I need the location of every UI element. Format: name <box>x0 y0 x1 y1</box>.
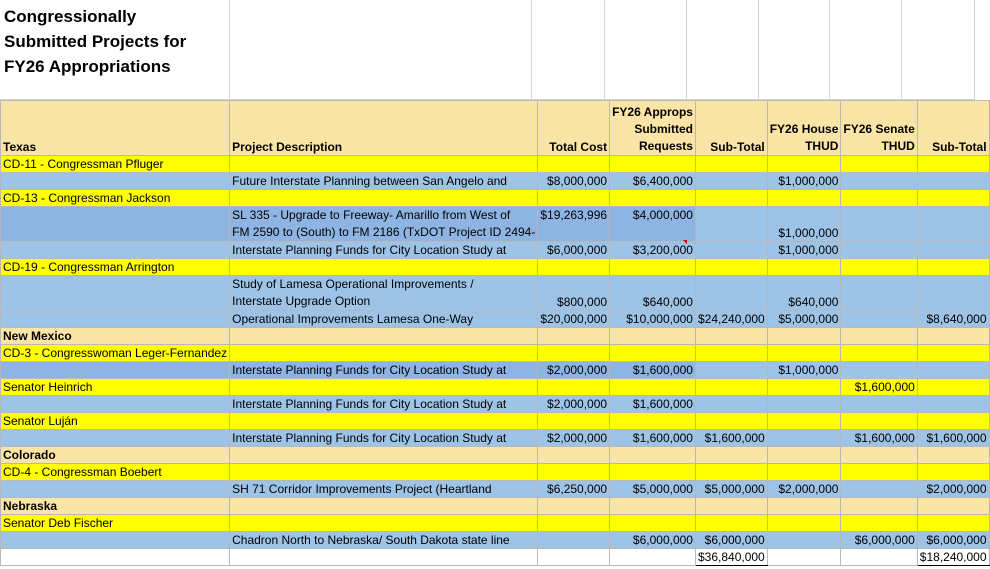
member-row <box>1 515 990 532</box>
header-senate-line-2: THUD <box>881 139 915 153</box>
project-row <box>1 362 990 379</box>
blank-cell[interactable] <box>830 0 902 100</box>
cell-sub-total[interactable] <box>695 396 767 413</box>
cell-total-cost[interactable] <box>538 447 610 464</box>
project-row <box>1 207 990 242</box>
cell-fy26-request[interactable]: $6,000,000 <box>610 532 696 549</box>
header-sub-total-2[interactable]: Sub-Total <box>917 101 989 156</box>
cell-senate-thud[interactable] <box>841 498 917 515</box>
title-line-2: Submitted Projects for <box>4 32 187 51</box>
cell-house-thud[interactable] <box>767 532 841 549</box>
cell-sub-total[interactable] <box>695 498 767 515</box>
cell-senate-thud[interactable] <box>841 464 917 481</box>
cell-project-description[interactable]: Operational Improvements Lamesa One-Way <box>230 311 538 328</box>
cell-sub-total[interactable] <box>695 345 767 362</box>
cell-senate-thud[interactable] <box>841 173 917 190</box>
cell-sub-total[interactable] <box>695 413 767 430</box>
title-line-3: FY26 Appropriations <box>4 57 171 76</box>
cell-project-description[interactable] <box>230 259 538 276</box>
header-sub-total[interactable]: Sub-Total <box>695 101 767 156</box>
cell-total-cost[interactable]: $2,000,000 <box>538 430 610 447</box>
header-fy26-line-1: FY26 Approps <box>612 105 693 119</box>
cell-project-description[interactable]: Interstate Planning Funds for City Location Study at <box>230 362 538 379</box>
blank-cell[interactable] <box>605 0 687 100</box>
project-row <box>1 396 990 413</box>
cell-senate-thud[interactable] <box>841 481 917 498</box>
cell-fy26-request[interactable] <box>610 413 696 430</box>
header-senate-line-1: FY26 Senate <box>843 122 915 136</box>
project-row <box>1 242 990 259</box>
cell-sub-total[interactable]: $6,000,000 <box>695 532 767 549</box>
cell-project-description[interactable] <box>230 156 538 173</box>
blank-cell[interactable] <box>759 0 830 100</box>
header-fy26-line-3: Requests <box>638 139 693 153</box>
member-row <box>1 413 990 430</box>
cell-total-cost[interactable] <box>538 549 610 566</box>
cell-sub-total[interactable] <box>695 276 767 311</box>
cell-state-or-member[interactable]: Senator Heinrich <box>1 379 230 396</box>
cell-project-description[interactable]: Interstate Planning Funds for City Location Study at <box>230 396 538 413</box>
cell-senate-thud[interactable] <box>841 156 917 173</box>
cell-senate-thud[interactable] <box>841 207 917 242</box>
cell-house-thud[interactable] <box>767 328 841 345</box>
projects-table <box>0 100 990 566</box>
cell-sub-total-2[interactable] <box>917 259 989 276</box>
cell-senate-thud[interactable] <box>841 362 917 379</box>
header-state[interactable]: Texas <box>1 101 230 156</box>
cell-project-description[interactable] <box>230 464 538 481</box>
header-fy26-approps[interactable] <box>610 101 696 156</box>
cell-sub-total-2[interactable] <box>917 362 989 379</box>
cell-total-cost[interactable]: $800,000 <box>538 276 610 311</box>
cell-sub-total[interactable]: $1,600,000 <box>695 430 767 447</box>
cell-total-cost[interactable] <box>538 413 610 430</box>
header-house-line-2: THUD <box>805 139 839 153</box>
cell-state-or-member[interactable] <box>1 207 230 242</box>
cell-state-or-member[interactable]: Colorado <box>1 447 230 464</box>
cell-total-cost[interactable]: $6,250,000 <box>538 481 610 498</box>
project-row <box>1 276 990 311</box>
cell-sub-total[interactable] <box>695 464 767 481</box>
cell-total-cost[interactable] <box>538 328 610 345</box>
member-row <box>1 259 990 276</box>
cell-senate-thud[interactable] <box>841 515 917 532</box>
cell-fy26-request[interactable]: $4,000,000 <box>610 207 696 242</box>
cell-house-thud[interactable] <box>767 413 841 430</box>
cell-sub-total[interactable] <box>695 259 767 276</box>
cell-state-or-member[interactable] <box>1 430 230 447</box>
cell-sub-total[interactable] <box>695 328 767 345</box>
cell-sub-total-2[interactable] <box>917 207 989 242</box>
cell-state-or-member[interactable]: CD-3 - Congresswoman Leger-Fernandez <box>1 345 230 362</box>
cell-sub-total-2[interactable] <box>917 276 989 311</box>
cell-house-thud[interactable]: $1,000,000 <box>767 242 841 259</box>
cell-state-or-member[interactable]: CD-13 - Congressman Jackson <box>1 190 230 207</box>
member-row <box>1 464 990 481</box>
blank-cell[interactable] <box>687 0 759 100</box>
member-row <box>1 190 990 207</box>
cell-fy26-request[interactable] <box>610 447 696 464</box>
cell-fy26-request[interactable] <box>610 156 696 173</box>
cell-house-thud[interactable] <box>767 259 841 276</box>
header-row <box>1 101 990 156</box>
cell-state-or-member[interactable]: Senator Luján <box>1 413 230 430</box>
cell-state-or-member[interactable] <box>1 173 230 190</box>
cell-sub-total[interactable] <box>695 515 767 532</box>
cell-total-cost[interactable]: $20,000,000 <box>538 311 610 328</box>
cell-total-cost[interactable] <box>538 190 610 207</box>
cell-fy26-request[interactable] <box>610 498 696 515</box>
cell-fy26-request[interactable]: $1,600,000 <box>610 362 696 379</box>
cell-total-cost[interactable]: $6,000,000 <box>538 242 610 259</box>
member-row <box>1 379 990 396</box>
project-description-line-1: Study of Lamesa Operational Improvements / <box>232 277 474 291</box>
project-row <box>1 173 990 190</box>
cell-house-thud[interactable]: $1,000,000 <box>767 173 841 190</box>
cell-fy26-request[interactable]: $1,600,000 <box>610 396 696 413</box>
cell-sub-total[interactable]: $5,000,000 <box>695 481 767 498</box>
cell-house-thud[interactable] <box>767 515 841 532</box>
cell-fy26-request[interactable] <box>610 190 696 207</box>
blank-cell[interactable] <box>902 0 975 100</box>
cell-state-or-member[interactable]: New Mexico <box>1 328 230 345</box>
cell-sub-total-2[interactable] <box>917 156 989 173</box>
cell-total-cost[interactable] <box>538 345 610 362</box>
cell-state-or-member[interactable] <box>1 532 230 549</box>
cell-state-or-member[interactable]: CD-11 - Congressman Pfluger <box>1 156 230 173</box>
cell-fy26-request[interactable] <box>610 515 696 532</box>
cell-project-description[interactable] <box>230 379 538 396</box>
cell-sub-total-2[interactable] <box>917 242 989 259</box>
cell-sub-total[interactable]: $36,840,000 <box>695 549 767 566</box>
cell-sub-total[interactable] <box>695 379 767 396</box>
cell-fy26-request[interactable] <box>610 259 696 276</box>
cell-state-or-member[interactable] <box>1 481 230 498</box>
cell-sub-total[interactable] <box>695 190 767 207</box>
cell-house-thud[interactable] <box>767 464 841 481</box>
cell-project-description[interactable] <box>230 447 538 464</box>
cell-senate-thud[interactable] <box>841 311 917 328</box>
cell-state-or-member[interactable] <box>1 396 230 413</box>
cell-total-cost[interactable] <box>538 515 610 532</box>
cell-total-cost[interactable] <box>538 498 610 515</box>
cell-house-thud[interactable] <box>767 190 841 207</box>
cell-fy26-request[interactable]: $6,400,000 <box>610 173 696 190</box>
cell-state-or-member[interactable] <box>1 242 230 259</box>
cell-sub-total-2[interactable] <box>917 515 989 532</box>
cell-project-description[interactable] <box>230 515 538 532</box>
cell-project-description[interactable]: Interstate Planning Funds for City Location Study at <box>230 430 538 447</box>
cell-house-thud[interactable] <box>767 430 841 447</box>
cell-house-thud[interactable] <box>767 396 841 413</box>
cell-fy26-request[interactable] <box>610 345 696 362</box>
cell-project-description[interactable] <box>230 207 538 242</box>
totals-row <box>1 549 990 566</box>
cell-project-description[interactable] <box>230 413 538 430</box>
cell-sub-total-2[interactable]: $6,000,000 <box>917 532 989 549</box>
cell-total-cost[interactable] <box>538 379 610 396</box>
cell-fy26-request[interactable]: $10,000,000 <box>610 311 696 328</box>
cell-project-description[interactable] <box>230 345 538 362</box>
header-house-thud[interactable] <box>767 101 841 156</box>
project-description-line-2: FM 2590 to (South) to FM 2186 (TxDOT Project ID 2494- <box>232 225 536 239</box>
cell-total-cost[interactable]: $8,000,000 <box>538 173 610 190</box>
cell-project-description[interactable]: SH 71 Corridor Improvements Project (Heartland <box>230 481 538 498</box>
cell-state-or-member[interactable]: Senator Deb Fischer <box>1 515 230 532</box>
cell-sub-total-2[interactable] <box>917 328 989 345</box>
cell-sub-total-2[interactable]: $1,600,000 <box>917 430 989 447</box>
state-row <box>1 498 990 515</box>
cell-senate-thud[interactable] <box>841 413 917 430</box>
cell-sub-total[interactable]: $24,240,000 <box>695 311 767 328</box>
cell-total-cost[interactable]: $2,000,000 <box>538 362 610 379</box>
blank-cell[interactable] <box>230 0 532 100</box>
cell-sub-total-2[interactable] <box>917 413 989 430</box>
cell-house-thud[interactable] <box>767 156 841 173</box>
cell-sub-total-2[interactable] <box>917 190 989 207</box>
cell-project-description[interactable] <box>230 190 538 207</box>
cell-project-description[interactable] <box>230 328 538 345</box>
project-row <box>1 311 990 328</box>
cell-sub-total-2[interactable] <box>917 396 989 413</box>
project-row <box>1 430 990 447</box>
cell-sub-total-2[interactable] <box>917 173 989 190</box>
cell-sub-total-2[interactable]: $18,240,000 <box>917 549 989 566</box>
cell-total-cost[interactable] <box>538 532 610 549</box>
cell-fy26-request[interactable]: $1,600,000 <box>610 430 696 447</box>
cell-total-cost[interactable]: $19,263,996 <box>538 207 610 242</box>
cell-senate-thud[interactable] <box>841 190 917 207</box>
blank-cell[interactable] <box>532 0 605 100</box>
cell-fy26-request[interactable]: $3,200,000 <box>610 242 696 259</box>
cell-project-description[interactable]: Interstate Planning Funds for City Location Study at <box>230 242 538 259</box>
cell-sub-total[interactable] <box>695 156 767 173</box>
sheet-title <box>0 0 230 100</box>
cell-house-thud[interactable]: $1,000,000 <box>767 207 841 242</box>
cell-house-thud[interactable] <box>767 379 841 396</box>
cell-sub-total[interactable] <box>695 447 767 464</box>
cell-house-thud[interactable] <box>767 549 841 566</box>
cell-total-cost[interactable] <box>538 464 610 481</box>
cell-house-thud[interactable]: $5,000,000 <box>767 311 841 328</box>
cell-sub-total-2[interactable]: $8,640,000 <box>917 311 989 328</box>
cell-state-or-member[interactable] <box>1 362 230 379</box>
cell-state-or-member[interactable] <box>1 311 230 328</box>
title-line-1: Congressionally <box>4 7 137 26</box>
cell-state-or-member[interactable] <box>1 276 230 311</box>
cell-house-thud[interactable] <box>767 345 841 362</box>
header-house-line-1: FY26 House <box>769 122 839 136</box>
cell-sub-total[interactable] <box>695 207 767 242</box>
cell-senate-thud[interactable]: $1,600,000 <box>841 379 917 396</box>
state-row <box>1 328 990 345</box>
cell-sub-total[interactable] <box>695 242 767 259</box>
header-senate-thud[interactable] <box>841 101 917 156</box>
project-description-line-2: Interstate Upgrade Option <box>232 294 371 308</box>
cell-senate-thud[interactable] <box>841 396 917 413</box>
cell-state-or-member[interactable]: CD-19 - Congressman Arrington <box>1 259 230 276</box>
cell-project-description[interactable] <box>230 498 538 515</box>
cell-project-description[interactable]: Future Interstate Planning between San Angelo and <box>230 173 538 190</box>
cell-state-or-member[interactable] <box>1 549 230 566</box>
state-row <box>1 447 990 464</box>
cell-house-thud[interactable]: $640,000 <box>767 276 841 311</box>
header-total-cost[interactable]: Total Cost <box>538 101 610 156</box>
cell-senate-thud[interactable] <box>841 328 917 345</box>
cell-house-thud[interactable]: $1,000,000 <box>767 362 841 379</box>
project-row <box>1 481 990 498</box>
cell-sub-total[interactable] <box>695 362 767 379</box>
cell-senate-thud[interactable]: $1,600,000 <box>841 430 917 447</box>
header-project-description[interactable]: Project Description <box>230 101 538 156</box>
cell-state-or-member[interactable]: CD-4 - Congressman Boebert <box>1 464 230 481</box>
cell-senate-thud[interactable] <box>841 259 917 276</box>
cell-house-thud[interactable]: $2,000,000 <box>767 481 841 498</box>
header-fy26-line-2: Submitted <box>634 122 693 136</box>
cell-sub-total-2[interactable]: $2,000,000 <box>917 481 989 498</box>
cell-senate-thud[interactable] <box>841 242 917 259</box>
cell-senate-thud[interactable]: $6,000,000 <box>841 532 917 549</box>
project-description-line-1: SL 335 - Upgrade to Freeway- Amarillo from West of <box>232 208 511 222</box>
comment-marker-icon[interactable] <box>683 240 687 244</box>
cell-fy26-request[interactable] <box>610 328 696 345</box>
cell-sub-total[interactable] <box>695 173 767 190</box>
cell-fy26-request[interactable] <box>610 464 696 481</box>
cell-fy26-request[interactable] <box>610 549 696 566</box>
cell-project-description[interactable] <box>230 276 538 311</box>
cell-house-thud[interactable] <box>767 447 841 464</box>
cell-senate-thud[interactable] <box>841 447 917 464</box>
cell-sub-total-2[interactable] <box>917 379 989 396</box>
cell-sub-total-2[interactable] <box>917 345 989 362</box>
cell-state-or-member[interactable]: Nebraska <box>1 498 230 515</box>
cell-senate-thud[interactable] <box>841 276 917 311</box>
member-row <box>1 345 990 362</box>
cell-sub-total-2[interactable] <box>917 447 989 464</box>
cell-senate-thud[interactable] <box>841 345 917 362</box>
cell-total-cost[interactable] <box>538 259 610 276</box>
cell-total-cost[interactable]: $2,000,000 <box>538 396 610 413</box>
project-row <box>1 532 990 549</box>
cell-senate-thud[interactable] <box>841 549 917 566</box>
cell-house-thud[interactable] <box>767 498 841 515</box>
cell-sub-total-2[interactable] <box>917 498 989 515</box>
cell-fy26-request[interactable]: $640,000 <box>610 276 696 311</box>
cell-sub-total-2[interactable] <box>917 464 989 481</box>
cell-total-cost[interactable] <box>538 156 610 173</box>
cell-fy26-request[interactable] <box>610 379 696 396</box>
member-row <box>1 156 990 173</box>
cell-project-description[interactable] <box>230 549 538 566</box>
cell-fy26-request[interactable]: $5,000,000 <box>610 481 696 498</box>
cell-project-description[interactable]: Chadron North to Nebraska/ South Dakota state line <box>230 532 538 549</box>
